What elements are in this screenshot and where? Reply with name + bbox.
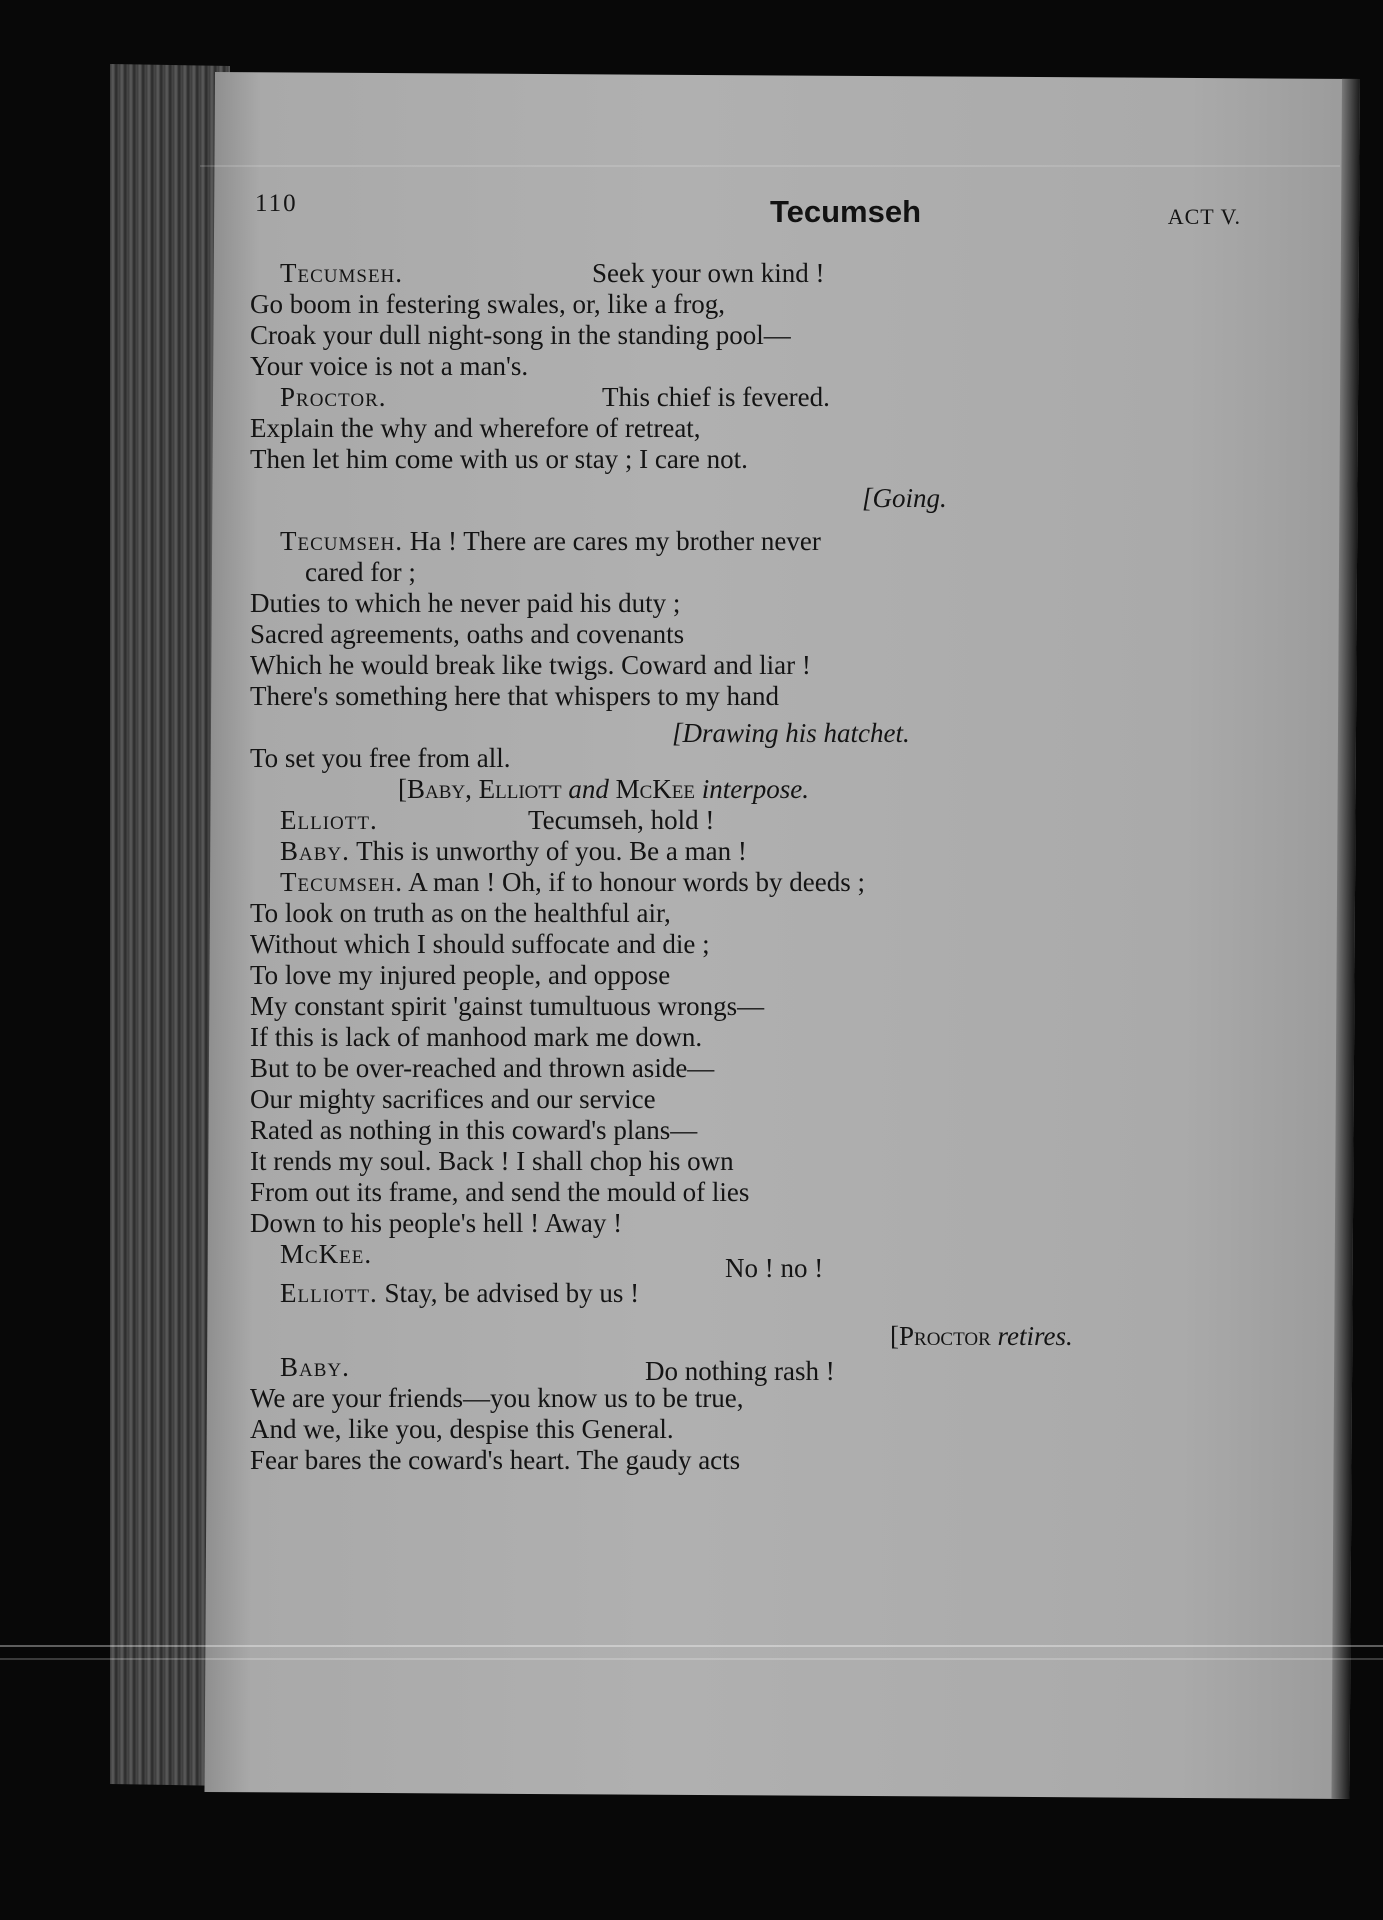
text-line: And we, like you, despise this General.: [250, 1414, 674, 1444]
text-line: [250, 526, 1230, 557]
text-line: Explain the why and wherefore of retreat,: [250, 413, 701, 443]
speaker-name: Baby.: [280, 1352, 350, 1382]
stage-word: retires.: [990, 1321, 1073, 1351]
dialogue: This chief is fevered.: [602, 382, 830, 412]
stage-word: interpose.: [694, 774, 809, 804]
stage-names: Baby, Elliott: [407, 774, 562, 804]
text-line: Down to his people's hell ! Away !: [250, 1208, 623, 1238]
speaker-name: Elliott.: [280, 805, 378, 835]
stage-names: Proctor: [899, 1321, 991, 1351]
text-line: [250, 805, 1230, 836]
text-line: Without which I should suffocate and die ;: [250, 929, 710, 959]
page-number: 110: [255, 190, 298, 217]
text-line: [250, 258, 1230, 289]
text-line: [250, 1352, 1230, 1386]
speaker-name: Baby.: [280, 836, 350, 866]
speaker-name: Tecumseh.: [280, 258, 404, 288]
text-line: [250, 382, 1230, 413]
text-line: To love my injured people, and oppose: [250, 960, 671, 990]
bracket: [: [890, 1321, 899, 1351]
act-label: ACT V.: [1167, 204, 1241, 229]
text-line: Sacred agreements, oaths and covenants: [250, 619, 685, 649]
stage-direction: [890, 1321, 1073, 1352]
play-text: [250, 258, 1230, 1476]
dialogue: A man ! Oh, if to honour words by deeds ;: [408, 867, 865, 897]
speaker-name: Elliott.: [280, 1278, 378, 1308]
speaker-name: Tecumseh.: [280, 867, 404, 897]
dialogue: Tecumseh, hold !: [528, 805, 715, 835]
text-line: Then let him come with us or stay ; I care not.: [250, 444, 748, 474]
book-gutter: [1331, 79, 1360, 1799]
dialogue: Stay, be advised by us !: [384, 1278, 640, 1308]
text-line: Your voice is not a man's.: [250, 351, 529, 381]
text-line: It rends my soul. Back ! I shall chop his own: [250, 1146, 734, 1176]
spacer: [250, 506, 1230, 526]
text-line: Rated as nothing in this coward's plans—: [250, 1115, 698, 1145]
text-line: My constant spirit 'gainst tumultuous wrongs—: [250, 991, 765, 1021]
dialogue: Do nothing rash !: [645, 1356, 835, 1386]
text-line: Fear bares the coward's heart. The gaudy acts: [250, 1445, 741, 1475]
text-line: Croak your dull night-song in the standing pool—: [250, 320, 791, 350]
text-line: But to be over-reached and thrown aside—: [250, 1053, 715, 1083]
stage-direction: [398, 774, 809, 805]
stage-direction-line: [250, 774, 1230, 805]
bracket: [: [398, 774, 407, 804]
stage-direction-line: [250, 475, 1230, 513]
stage-word: and: [561, 774, 616, 804]
dialogue: Seek your own kind !: [592, 258, 825, 288]
text-line: [250, 1278, 1230, 1309]
speaker-name: Tecumseh.: [280, 526, 404, 556]
stage-direction-line: [250, 712, 1230, 748]
stage-names: McKee: [615, 774, 695, 804]
scan-scratch: [200, 165, 1340, 167]
scan-scratch: [0, 1645, 1383, 1647]
speaker-name: Proctor.: [280, 382, 387, 412]
stage-direction: [Going.: [862, 483, 947, 513]
text-line: If this is lack of manhood mark me down.: [250, 1022, 703, 1052]
page-header: [255, 190, 1241, 250]
text-line: To look on truth as on the healthful air,: [250, 898, 671, 928]
running-title: Tecumseh: [770, 194, 922, 229]
text-line: Duties to which he never paid his duty ;: [250, 588, 681, 618]
text-line: From out its frame, and send the mould of lies: [250, 1177, 750, 1207]
text-line: [250, 1239, 1230, 1283]
text-line: To set you free from all.: [250, 743, 511, 773]
stage-direction: [Drawing his hatchet.: [672, 718, 910, 748]
scan-scratch: [0, 1658, 1383, 1660]
text-line: Which he would break like twigs. Coward and liar !: [250, 650, 811, 680]
text-line: Our mighty sacrifices and our service: [250, 1084, 656, 1114]
text-line: There's something here that whispers to my hand: [250, 681, 779, 711]
dialogue: No ! no !: [725, 1253, 824, 1283]
text-line: Go boom in festering swales, or, like a frog,: [250, 289, 726, 319]
stage-direction-line: [250, 1321, 1230, 1352]
text-line: cared for ;: [305, 557, 416, 587]
text-line: [250, 867, 1230, 898]
text-line: [250, 836, 1230, 867]
dialogue: This is unworthy of you. Be a man !: [356, 836, 747, 866]
speaker-name: McKee.: [280, 1239, 373, 1269]
text-line: We are your friends—you know us to be true,: [250, 1383, 744, 1413]
dialogue: Ha ! There are cares my brother never: [409, 526, 821, 556]
